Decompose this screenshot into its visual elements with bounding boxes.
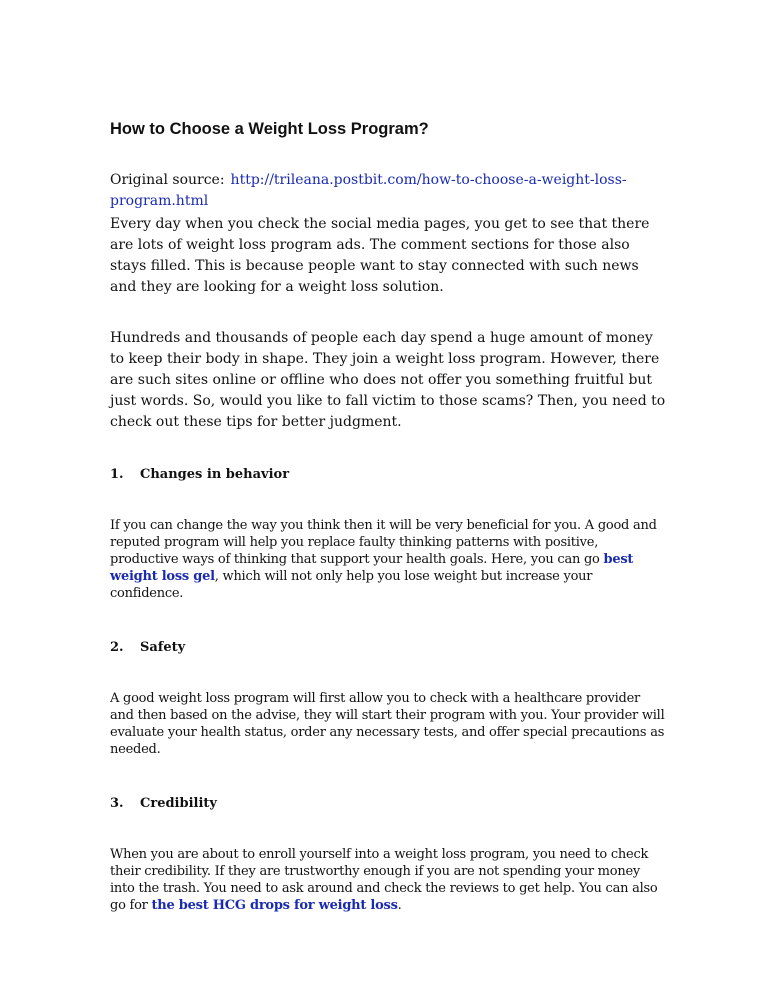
section-number: 2. <box>110 640 124 655</box>
hcg-drops-link[interactable]: the best HCG drops for weight loss <box>151 898 398 913</box>
section-body-safety <box>110 690 666 758</box>
section-title: Changes in behavior <box>140 467 290 482</box>
source-link[interactable]: http://trileana.postbit.com/how-to-choose-a-weight-loss-program.html <box>110 172 627 209</box>
source-line <box>110 170 666 212</box>
best-weight-loss-gel-link[interactable]: best weight loss gel <box>110 552 634 584</box>
section-heading-credibility <box>110 794 666 814</box>
intro-paragraph-2: Hundreds and thousands of people each day spend a huge amount of money to keep their body in shape. They join a weight loss program. However, there are such sites online or offline who does not offer you something fruitful but just words. So, would you like to fall victim to those scams? Then, you need to check out these tips for better judgment. <box>110 330 666 430</box>
section-text: When you are about to enroll yourself into a weight loss program, you need to check their credibility. If they are trustworthy enough if you are not spending your money into the trash. You need to ask around and check the reviews to get help. You can also go for <box>110 847 658 913</box>
section-text-end: . <box>397 898 402 913</box>
section-body-credibility <box>110 846 666 914</box>
source-label: Original source: <box>110 172 225 188</box>
section-title: Credibility <box>140 796 217 811</box>
section-number: 1. <box>110 467 124 482</box>
section-text: If you can change the way you think then it will be very beneficial for you. A good and reputed program will help you replace faulty thinking patterns with positive, productive ways of thinking that support your health goals. Here, you can go <box>110 518 657 567</box>
section-body-behavior <box>110 517 666 602</box>
section-heading-safety <box>110 638 666 658</box>
intro-paragraph-1: Every day when you check the social media pages, you get to see that there are lots of weight loss program ads. The comment sections for those also stays filled. This is because people want to stay connected with such news and they are looking for a weight loss solution. <box>110 216 650 295</box>
section-title: Safety <box>140 640 186 655</box>
section-number: 3. <box>110 796 124 811</box>
document-content <box>110 118 666 950</box>
document-title: How to Choose a Weight Loss Program? <box>110 120 429 138</box>
section-heading-behavior <box>110 465 666 485</box>
section-text: A good weight loss program will first allow you to check with a healthcare provider and then based on the advise, they will start their program with you. Your provider will evaluate your health status, order any necessary tests, and offer special precautions as needed. <box>110 691 665 757</box>
section-text-end: , which will not only help you lose weight but increase your confidence. <box>110 569 593 601</box>
